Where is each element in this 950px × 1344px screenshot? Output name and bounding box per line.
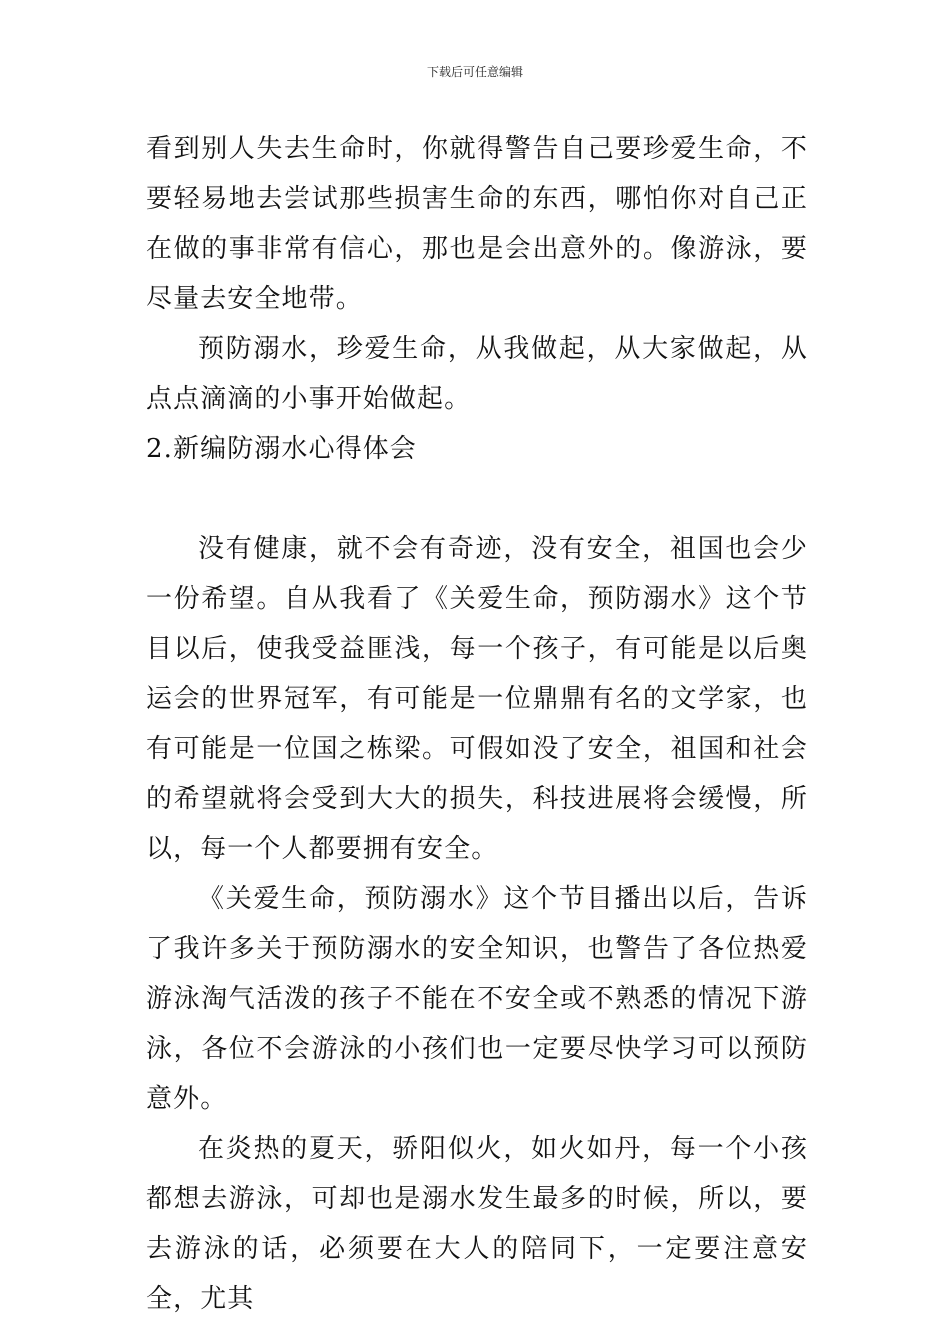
section-heading: 2.新编防溺水心得体会 bbox=[146, 434, 417, 464]
blank-line bbox=[146, 474, 808, 524]
paragraph-5: 在炎热的夏天，骄阳似火，如火如丹，每一个小孩都想去游泳，可却也是溺水发生最多的时候，所以，要去游泳的话，必须要在大人的陪同下，一定要注意安全，尤其 bbox=[146, 1134, 808, 1314]
document-body bbox=[146, 124, 808, 1324]
paragraph-2: 预防溺水，珍爱生命，从我做起，从大家做起，从点点滴滴的小事开始做起。 bbox=[146, 334, 808, 414]
paragraph-4: 《关爱生命，预防溺水》这个节目播出以后，告诉了我许多关于预防溺水的安全知识，也警告了各位热爱游泳淘气活泼的孩子不能在不安全或不熟悉的情况下游泳，各位不会游泳的小孩们也一定要尽快学习可以预防意外。 bbox=[146, 884, 808, 1114]
paragraph-3: 没有健康，就不会有奇迹，没有安全，祖国也会少一份希望。自从我看了《关爱生命，预防溺水》这个节目以后，使我受益匪浅，每一个孩子，有可能是以后奥运会的世界冠军，有可能是一位鼎鼎有名的文学家，也有可能是一位国之栋梁。可假如没了安全，祖国和社会的希望就将会受到大大的损失，科技进展将会缓慢，所以，每一个人都要拥有安全。 bbox=[146, 534, 808, 864]
page-header: 下载后可任意编辑 bbox=[426, 65, 523, 79]
paragraph-1: 看到别人失去生命时，你就得警告自己要珍爱生命，不要轻易地去尝试那些损害生命的东西，哪怕你对自己正在做的事非常有信心，那也是会出意外的。像游泳，要尽量去安全地带。 bbox=[146, 134, 808, 314]
